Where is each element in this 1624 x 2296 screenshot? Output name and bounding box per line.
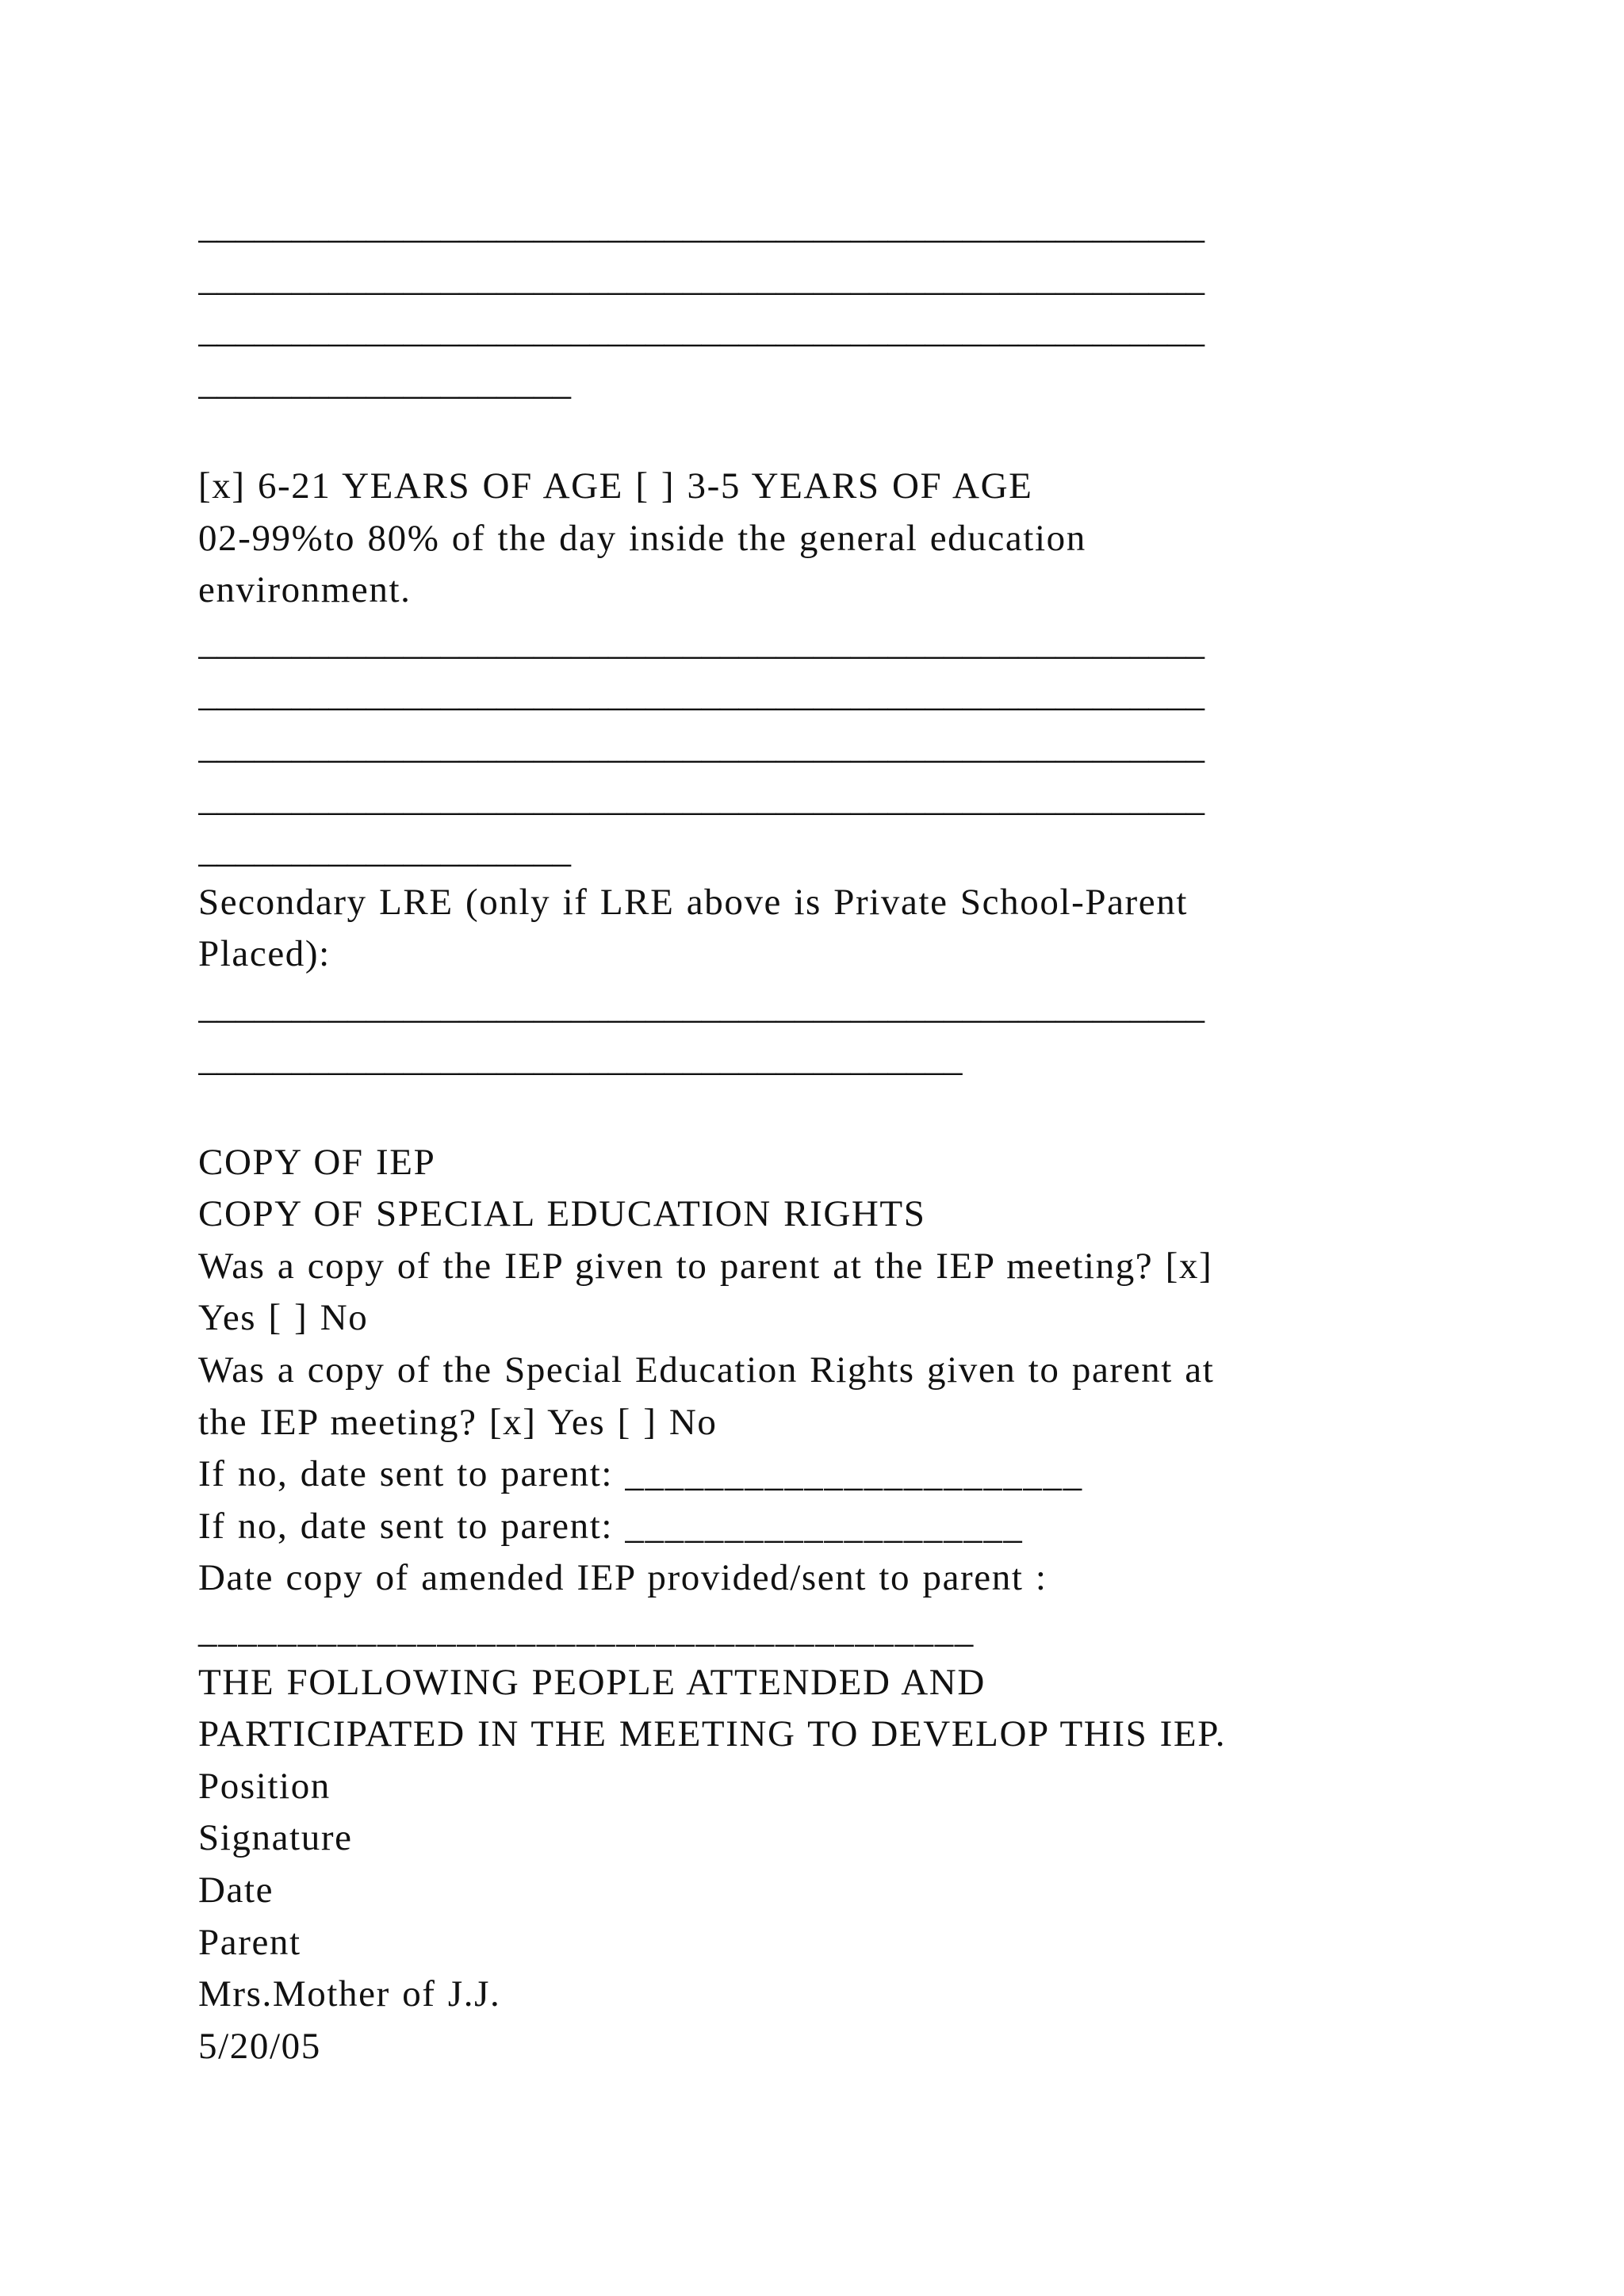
blank-line: ______________________________________________________: [198, 205, 1205, 247]
copy-of-rights-heading: COPY OF SPECIAL EDUCATION RIGHTS: [198, 1193, 926, 1235]
age-range-line: [x] 6-21 YEARS OF AGE [ ] 3-5 YEARS OF AGE: [198, 465, 1033, 507]
column-header-date: Date: [198, 1869, 274, 1911]
rights-given-question: Was a copy of the Special Education Rights given to parent at: [198, 1349, 1215, 1391]
document-body: [198, 201, 1451, 2072]
blank-line: _________________________________________: [198, 1037, 963, 1079]
blank-line: ______________________________________________________: [198, 621, 1205, 663]
lre-line-continued: environment.: [198, 569, 412, 611]
blank-line: ______________________________________________________: [198, 673, 1205, 715]
blank-line: ____________________: [198, 361, 571, 403]
lre-line: 02-99%to 80% of the day inside the general education: [198, 517, 1086, 559]
spacer: [198, 1085, 1451, 1137]
blank-lines-secondary: [198, 981, 1451, 1085]
attendee-signature: Mrs.Mother of J.J.: [198, 1973, 501, 2015]
copy-of-iep-heading: COPY OF IEP: [198, 1141, 436, 1183]
blank-lines-top: [198, 201, 1451, 408]
amended-iep-label: Date copy of amended IEP provided/sent to parent :: [198, 1557, 1048, 1599]
iep-given-answer: Yes [ ] No: [198, 1297, 369, 1339]
secondary-lre-label-continued: Placed):: [198, 933, 331, 975]
amended-iep-blank: _______________________________________: [198, 1609, 975, 1651]
blank-line: ______________________________________________________: [198, 257, 1205, 299]
column-header-signature: Signature: [198, 1817, 353, 1859]
attendee-position: Parent: [198, 1921, 301, 1963]
column-header-position: Position: [198, 1765, 331, 1807]
blank-line: ______________________________________________________: [198, 309, 1205, 351]
date-sent-line: If no, date sent to parent: ____________________: [198, 1505, 1024, 1547]
rights-given-answer: the IEP meeting? [x] Yes [ ] No: [198, 1401, 718, 1443]
attendance-heading-continued: PARTICIPATED IN THE MEETING TO DEVELOP THIS IEP.: [198, 1713, 1227, 1755]
blank-line: ______________________________________________________: [198, 985, 1205, 1027]
blank-line: ______________________________________________________: [198, 725, 1205, 767]
attendee-date: 5/20/05: [198, 2025, 321, 2067]
blank-line: ______________________________________________________: [198, 777, 1205, 819]
date-sent-line: If no, date sent to parent: _______________________: [198, 1453, 1083, 1495]
blank-lines-middle: [198, 617, 1451, 877]
spacer: [198, 408, 1451, 461]
iep-given-question: Was a copy of the IEP given to parent at the IEP meeting? [x]: [198, 1245, 1213, 1287]
secondary-lre-label: Secondary LRE (only if LRE above is Private School-Parent: [198, 881, 1189, 923]
blank-line: ____________________: [198, 829, 571, 871]
attendance-heading: THE FOLLOWING PEOPLE ATTENDED AND: [198, 1661, 986, 1703]
